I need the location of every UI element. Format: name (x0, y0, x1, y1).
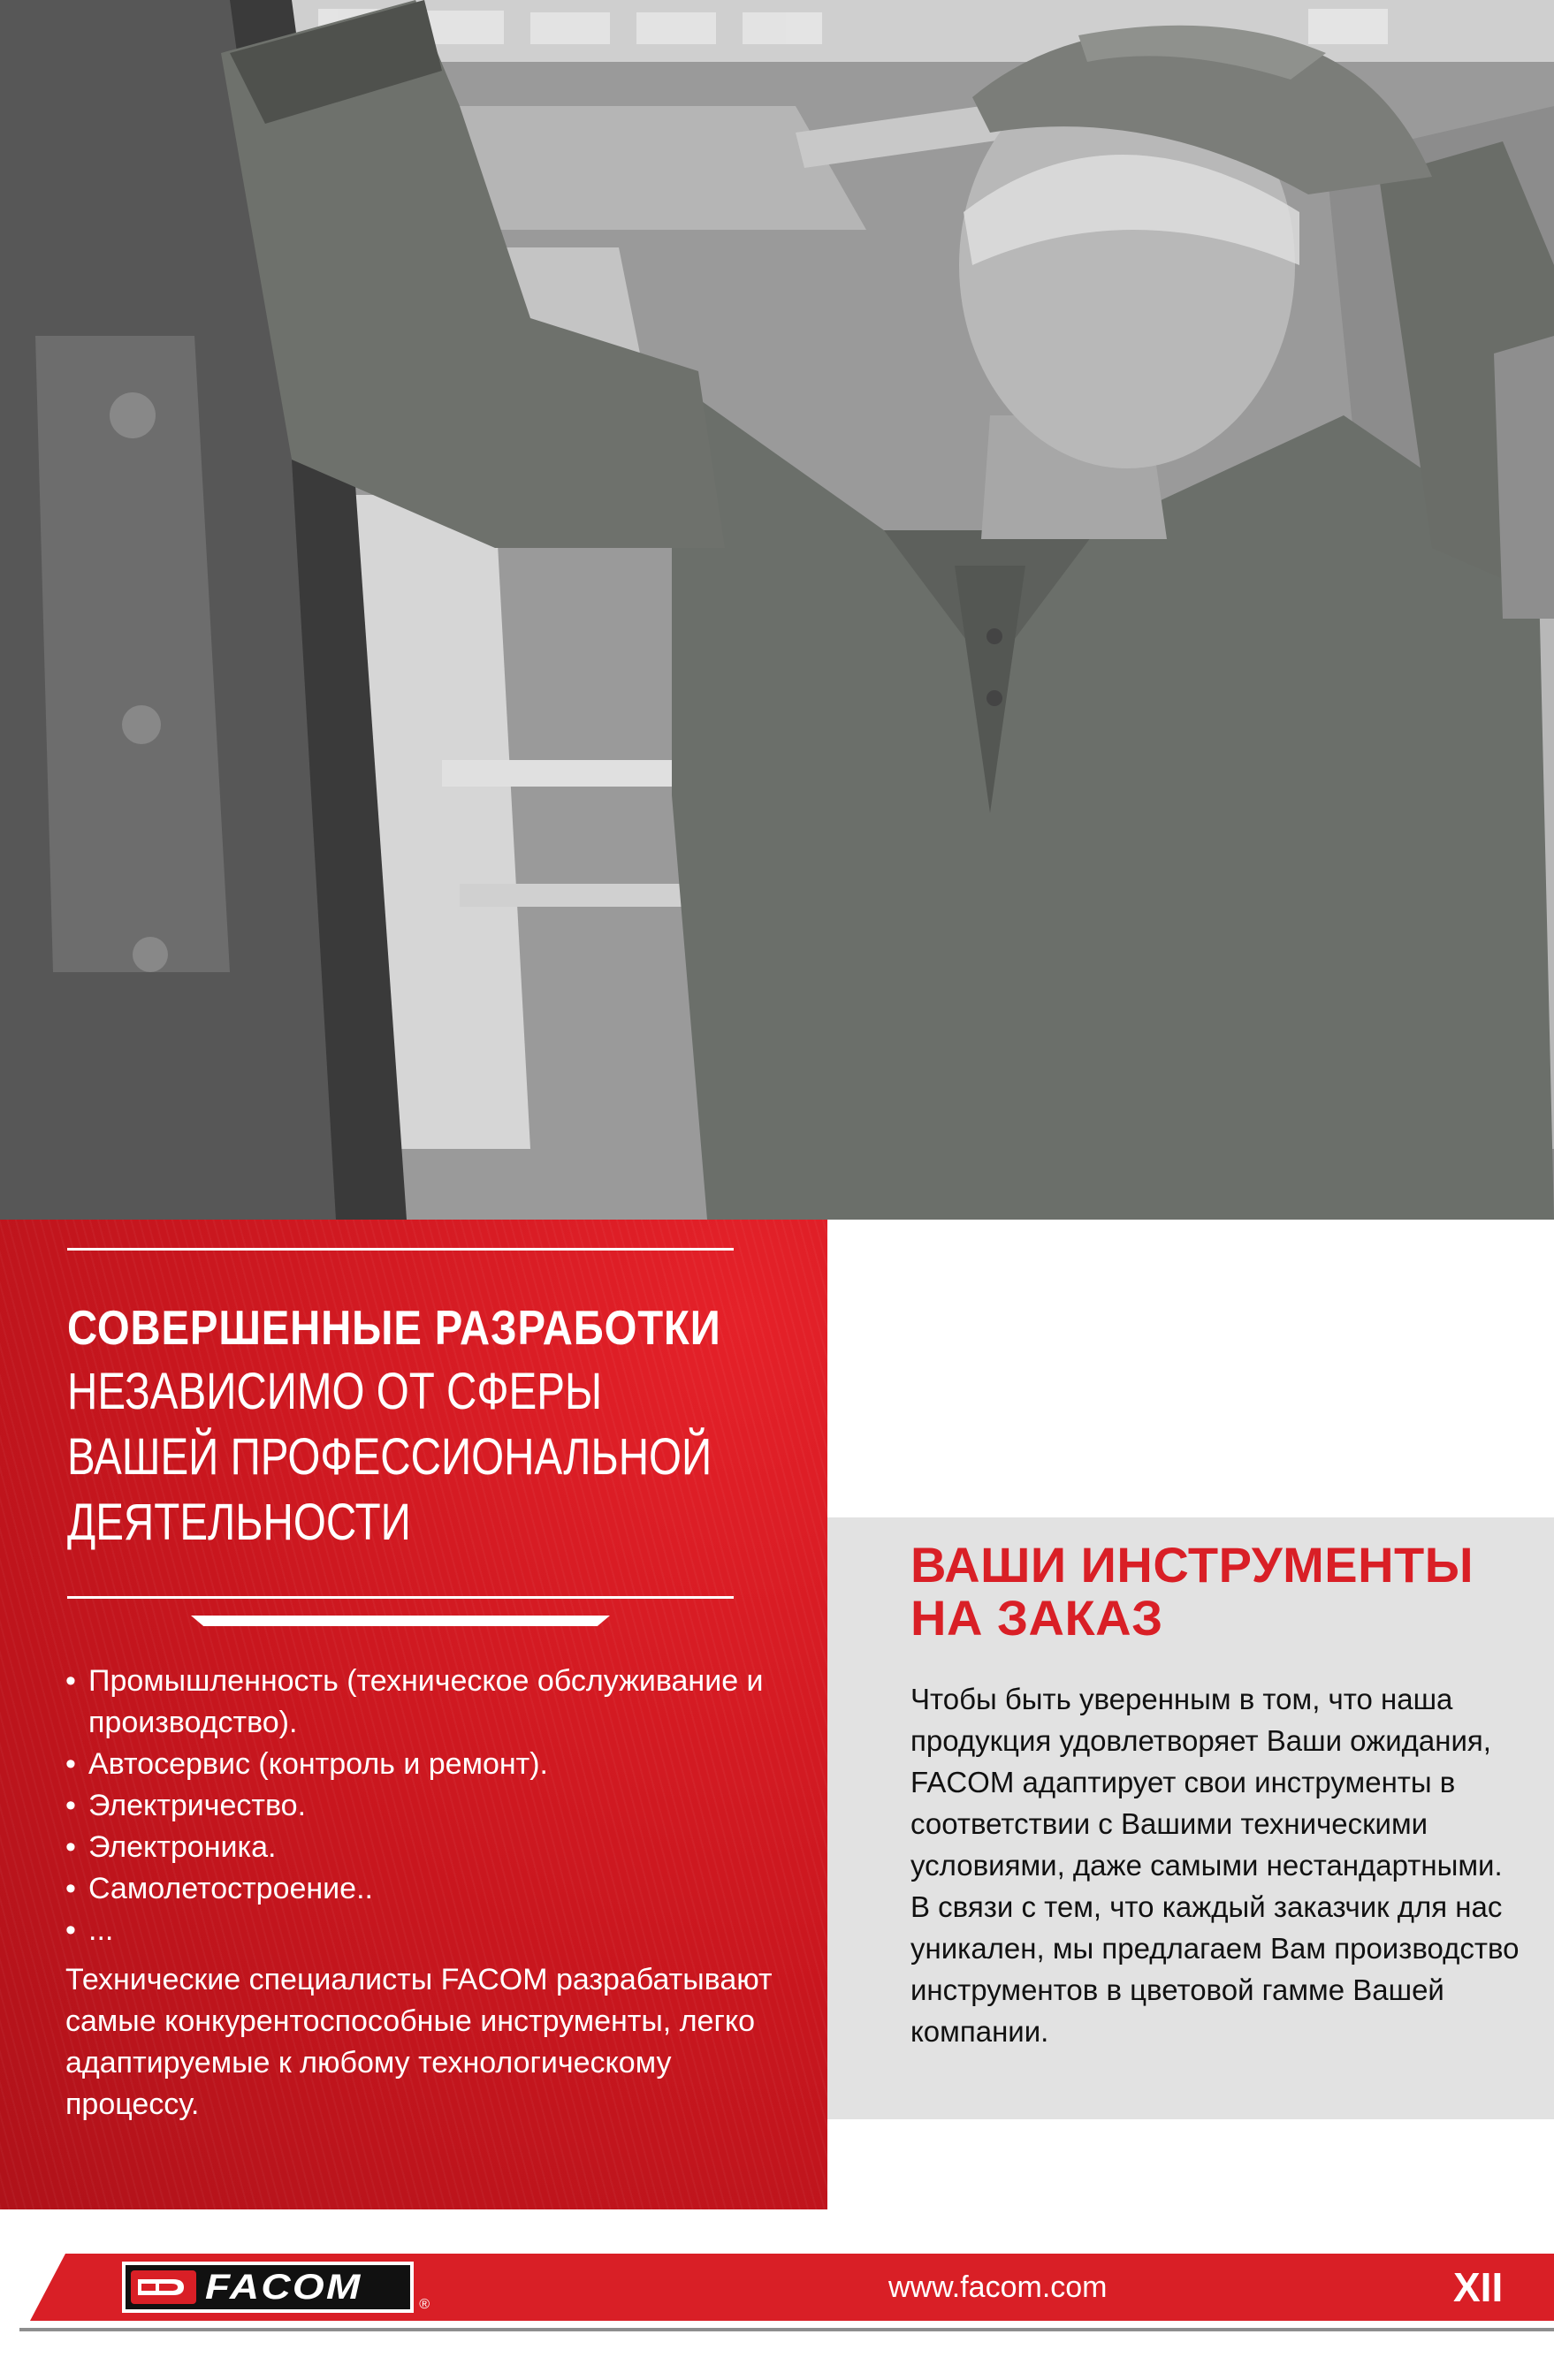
divider-accent-bar (191, 1616, 610, 1626)
list-item: • Самолетостроение.. (65, 1868, 790, 1910)
list-item: • ... (65, 1910, 790, 1951)
title-line: ВАШИ ИНСТРУМЕНТЫ (910, 1537, 1474, 1593)
panel-subheadline (67, 1359, 712, 1555)
facom-logo[interactable] (122, 2262, 430, 2313)
industry-list (65, 1661, 790, 1951)
list-item: • Автосервис (контроль и ремонт). (65, 1744, 790, 1785)
page-number: XII (1453, 2264, 1504, 2310)
list-item: • Промышленность (техническое обслуживание и производство). (65, 1661, 790, 1744)
custom-tools-paragraph: Чтобы быть уверенным в том, что наша продукция удовлетворяет Ваши ожидания, FACOM адаптирует свои инструменты в соответствии с Вашими техническими условиями, даже самыми нестандартными. В связи с тем, что каждый заказчик для нас уникален, мы предлагаем Вам производство инструментов в цветовой гамме Вашей компании. (910, 1683, 1520, 2048)
top-divider (67, 1248, 734, 1251)
logo-wordmark: FACOM (205, 2267, 362, 2307)
subheadline-line: ВАШЕЙ ПРОФЕССИОНАЛЬНОЙ (67, 1428, 712, 1486)
red-panel-paragraph: Технические специалисты FACOM разрабатывают самые конкурентоспособные инструменты, легко адаптируемые к любому технологическому процессу. (65, 1963, 773, 2121)
subheadline-line: НЕЗАВИСИМО ОТ СФЕРЫ (67, 1363, 603, 1420)
custom-tools-panel (827, 1517, 1554, 2119)
facom-wrench-icon (129, 2265, 198, 2309)
list-item: • Электроника. (65, 1827, 790, 1868)
red-info-panel (0, 1220, 827, 2209)
bottom-divider (67, 1596, 734, 1599)
registered-mark: ® (419, 2297, 430, 2312)
footer-underline (19, 2328, 1554, 2331)
title-line: НА ЗАКАЗ (910, 1590, 1163, 1646)
custom-tools-title (910, 1539, 1529, 1645)
list-item: • Электричество. (65, 1785, 790, 1827)
subheadline-line: ДЕЯТЕЛЬНОСТИ (67, 1494, 411, 1551)
panel-headline: СОВЕРШЕННЫЕ РАЗРАБОТКИ (67, 1300, 721, 1355)
website-link[interactable]: www.facom.com (888, 2270, 1108, 2304)
